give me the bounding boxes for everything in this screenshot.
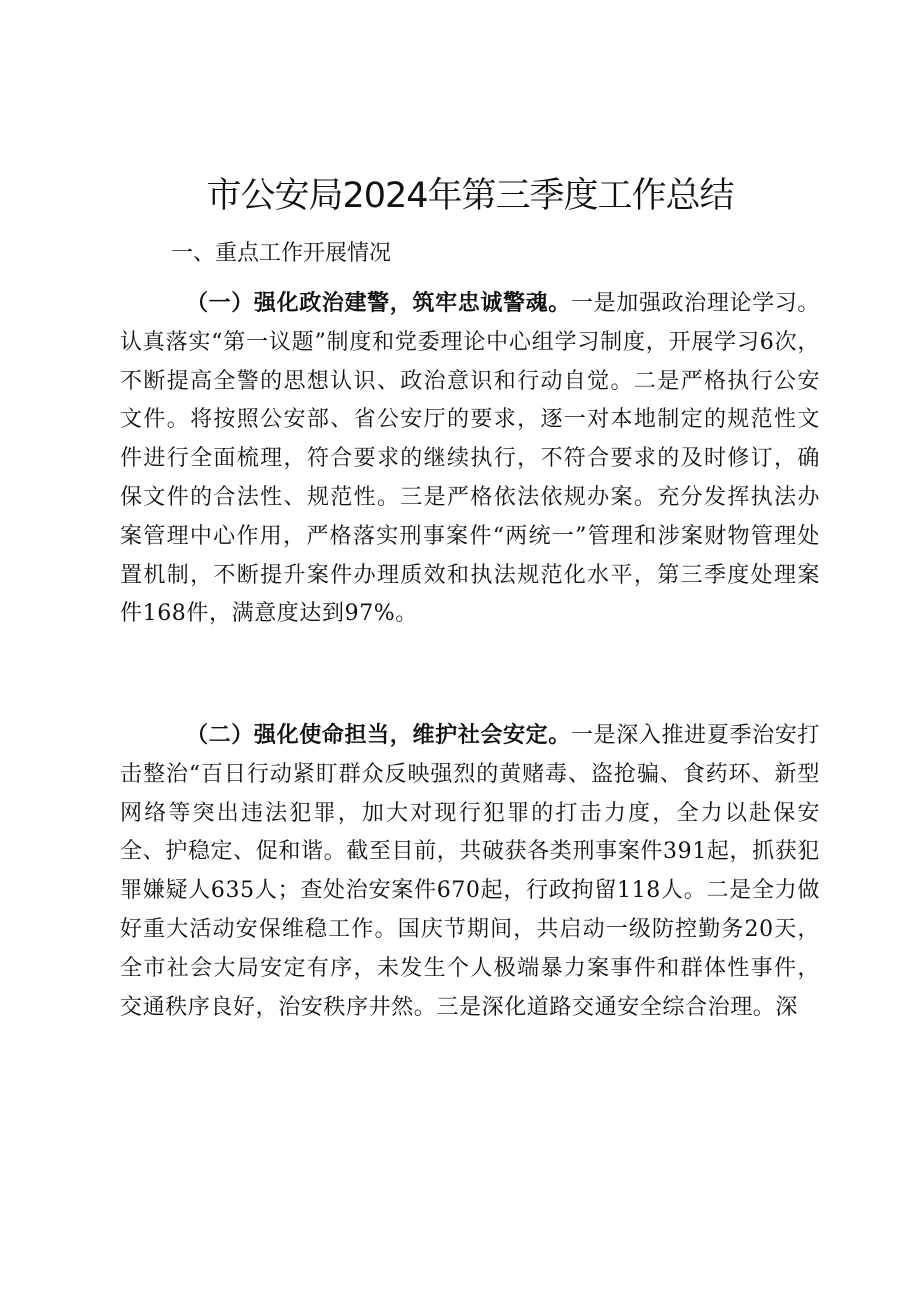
paragraph-1-lead: （一）强化政治建警，筑牢忠诚警魂。 [186, 290, 571, 316]
document-title: 市公安局2024年第三季度工作总结 [206, 176, 734, 216]
paragraph-2-lead: （二）强化使命担当，维护社会安定。 [186, 722, 571, 748]
paragraph-2-body: 一是深入推进夏季治安打击整治“百日行动紧盯群众反映强烈的黄赌毒、盗抢骗、食药环、新型网络等突出违法犯罪，加大对现行犯罪的打击力度，全力以赴保安全、护稳定、促和谐。截至目前，共破获各类刑事案件391起，抓获犯罪嫌疑人635人；查处治安案件670起，行政拘留118人。二是全力做好重大活动安保维稳工作。国庆节期间，共启动一级防控勤务20天，全市社会大局安定有序，未发生个人极端暴力案事件和群体性事件，交通秩序良好，治安秩序井然。三是深化道路交通安全综合治理。深 [120, 723, 820, 1020]
paragraph-1-body: 一是加强政治理论学习。认真落实“第一议题”制度和党委理论中心组学习制度，开展学习6次，不断提高全警的思想认识、政治意识和行动自觉。二是严格执行公安文件。将按照公安部、省公安厅的要求，逐一对本地制定的规范性文件进行全面梳理，符合要求的继续执行，不符合要求的及时修订，确保文件的合法性、规范性。三是严格依法依规办案。充分发挥执法办案管理中心作用，严格落实刑事案件“两统一”管理和涉案财物管理处置机制，不断提升案件办理质效和执法规范化水平，第三季度处理案件168件，满意度达到97%。 [120, 291, 820, 627]
section-heading: 一、重点工作开展情况 [171, 241, 392, 266]
paragraph-2 [120, 716, 820, 1027]
paragraph-1 [120, 284, 820, 634]
